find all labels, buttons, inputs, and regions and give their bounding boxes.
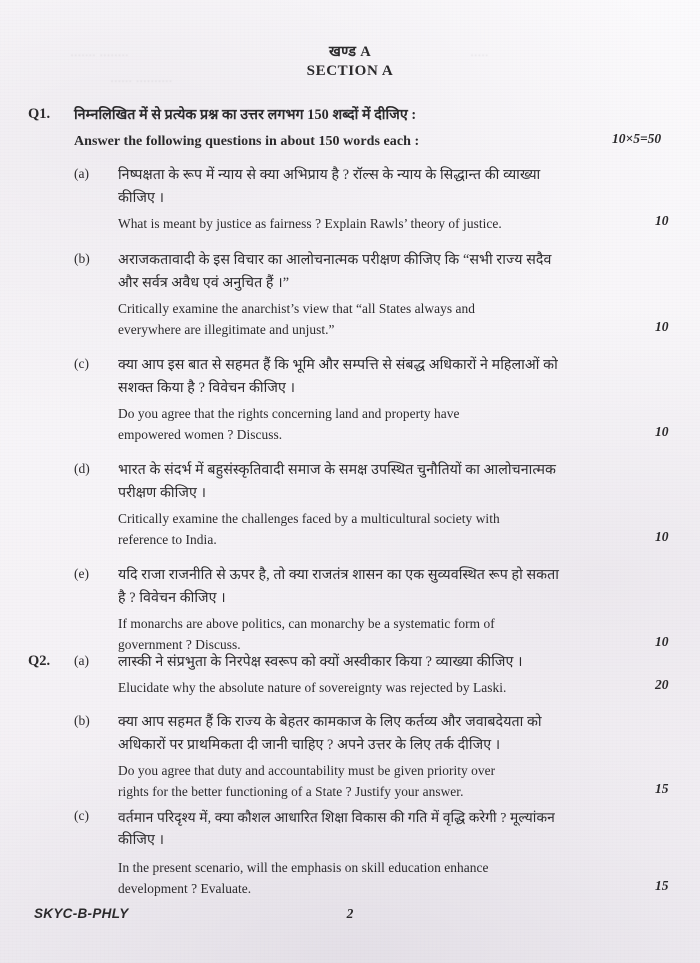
q2-part-b-hindi-line2: अधिकारों पर प्राथमिकता दी जानी चाहिए ? अपने उत्तर के लिए तर्क दीजिए । <box>118 737 501 753</box>
q2-part-b-english-line1: Do you agree that duty and accountability must be given priority over <box>118 763 496 778</box>
q1-part-e-hindi-line2: है ? विवेचन कीजिए । <box>118 590 226 606</box>
q1-part-c-english-line2: empowered women ? Discuss. <box>118 427 283 442</box>
q1-part-e-english-line1: If monarchs are above politics, can monarchy be a systematic form of <box>118 616 495 631</box>
footer-page-number: 2 <box>346 906 354 921</box>
q2-part-c-label: (c) <box>74 808 89 823</box>
q2-part-c-english-line1: In the present scenario, will the emphasis on skill education enhance <box>118 860 489 875</box>
q1-part-a-label: (a) <box>74 166 89 181</box>
q1-part-c-hindi-line2: सशक्त किया है ? विवेचन कीजिए । <box>118 380 296 396</box>
q1-instruction-hindi: निम्नलिखित में से प्रत्येक प्रश्न का उत्तर लगभग 150 शब्दों में दीजिए : <box>74 107 417 123</box>
paper-bleed-through-artifact: ..... <box>470 44 489 59</box>
q2-part-c-marks: 15 <box>655 878 669 893</box>
q2-part-b-english-line2: rights for the better functioning of a State ? Justify your answer. <box>118 784 464 799</box>
question-number-q1: Q1. <box>28 106 51 122</box>
q2-part-a-label: (a) <box>74 653 89 668</box>
q1-part-a-marks: 10 <box>655 213 669 228</box>
q1-part-a-english-line1: What is meant by justice as fairness ? Explain Rawls’ theory of justice. <box>118 216 502 231</box>
q1-part-d-hindi-line2: परीक्षण कीजिए । <box>118 485 207 501</box>
q1-part-d-english-line1: Critically examine the challenges faced by a multicultural society with <box>118 511 500 526</box>
q2-part-b-marks: 15 <box>655 781 669 796</box>
q1-part-a-hindi-line2: कीजिए । <box>118 190 165 206</box>
q1-total-marks: 10×5=50 <box>612 131 662 146</box>
section-heading-hindi: खण्ड A <box>328 44 372 60</box>
q1-part-d-hindi-line1: भारत के संदर्भ में बहुसंस्कृतिवादी समाज के समक्ष उपस्थित चुनौतियों का आलोचनात्मक <box>118 462 557 478</box>
q1-part-a-hindi-line1: निष्पक्षता के रूप में न्याय से क्या अभिप्राय है ? रॉल्स के न्याय के सिद्धान्त की व्याख्या <box>118 167 541 183</box>
q1-part-e-marks: 10 <box>655 634 669 649</box>
q1-part-e-english-line2: government ? Discuss. <box>118 637 241 652</box>
q2-part-a-english-line1: Elucidate why the absolute nature of sovereignty was rejected by Laski. <box>118 680 507 695</box>
q1-part-d-english-line2: reference to India. <box>118 532 217 547</box>
q2-part-c-english-line2: development ? Evaluate. <box>118 881 252 896</box>
q1-part-e-label: (e) <box>74 566 89 581</box>
q1-part-d-label: (d) <box>74 461 90 476</box>
paper-bleed-through-artifact: ........ ....... <box>70 44 129 59</box>
q1-part-b-hindi-line1: अराजकतावादी के इस विचार का आलोचनात्मक परीक्षण कीजिए कि “सभी राज्य सदैव <box>118 252 552 268</box>
section-heading-english: SECTION A <box>306 63 394 79</box>
footer-paper-code: SKYC-B-PHLY <box>34 906 129 921</box>
q2-part-c-hindi-line1: वर्तमान परिदृश्य में, क्या कौशल आधारित शिक्षा विकास की गति में वृद्धि करेगी ? मूल्यांकन <box>118 810 555 825</box>
q1-part-b-label: (b) <box>74 251 90 266</box>
q1-instruction-english: Answer the following questions in about 150 words each : <box>74 134 420 149</box>
q2-part-c-hindi-line2: कीजिए । <box>118 832 165 848</box>
q1-part-c-english-line1: Do you agree that the rights concerning land and property have <box>118 406 460 421</box>
question-number-q2: Q2. <box>28 653 51 669</box>
paper-bleed-through-artifact: .......... ...... <box>110 70 173 85</box>
q2-part-a-marks: 20 <box>655 677 669 692</box>
q1-part-b-marks: 10 <box>655 319 669 334</box>
q1-part-c-hindi-line1: क्या आप इस बात से सहमत हैं कि भूमि और सम्पत्ति से संबद्ध अधिकारों ने महिलाओं को <box>118 357 558 373</box>
q2-part-b-label: (b) <box>74 713 90 728</box>
q1-part-b-english-line1: Critically examine the anarchist’s view that “all States always and <box>118 301 475 316</box>
q1-part-c-marks: 10 <box>655 424 669 439</box>
q1-part-b-hindi-line2: और सर्वत्र अवैध एवं अनुचित हैं ।” <box>118 275 290 291</box>
q2-part-a-hindi-line1: लास्की ने संप्रभुता के निरपेक्ष स्वरूप को क्यों अस्वीकार किया ? व्याख्या कीजिए । <box>118 654 523 670</box>
q2-part-b-hindi-line1: क्या आप सहमत हैं कि राज्य के बेहतर कामकाज के लिए कर्तव्य और जवाबदेयता को <box>118 714 542 730</box>
q1-part-e-hindi-line1: यदि राजा राजनीति से ऊपर है, तो क्या राजतंत्र शासन का एक सुव्यवस्थित रूप हो सकता <box>118 567 560 583</box>
q1-part-b-english-line2: everywhere are illegitimate and unjust.” <box>118 322 335 337</box>
q1-part-c-label: (c) <box>74 356 89 371</box>
q1-part-d-marks: 10 <box>655 529 669 544</box>
